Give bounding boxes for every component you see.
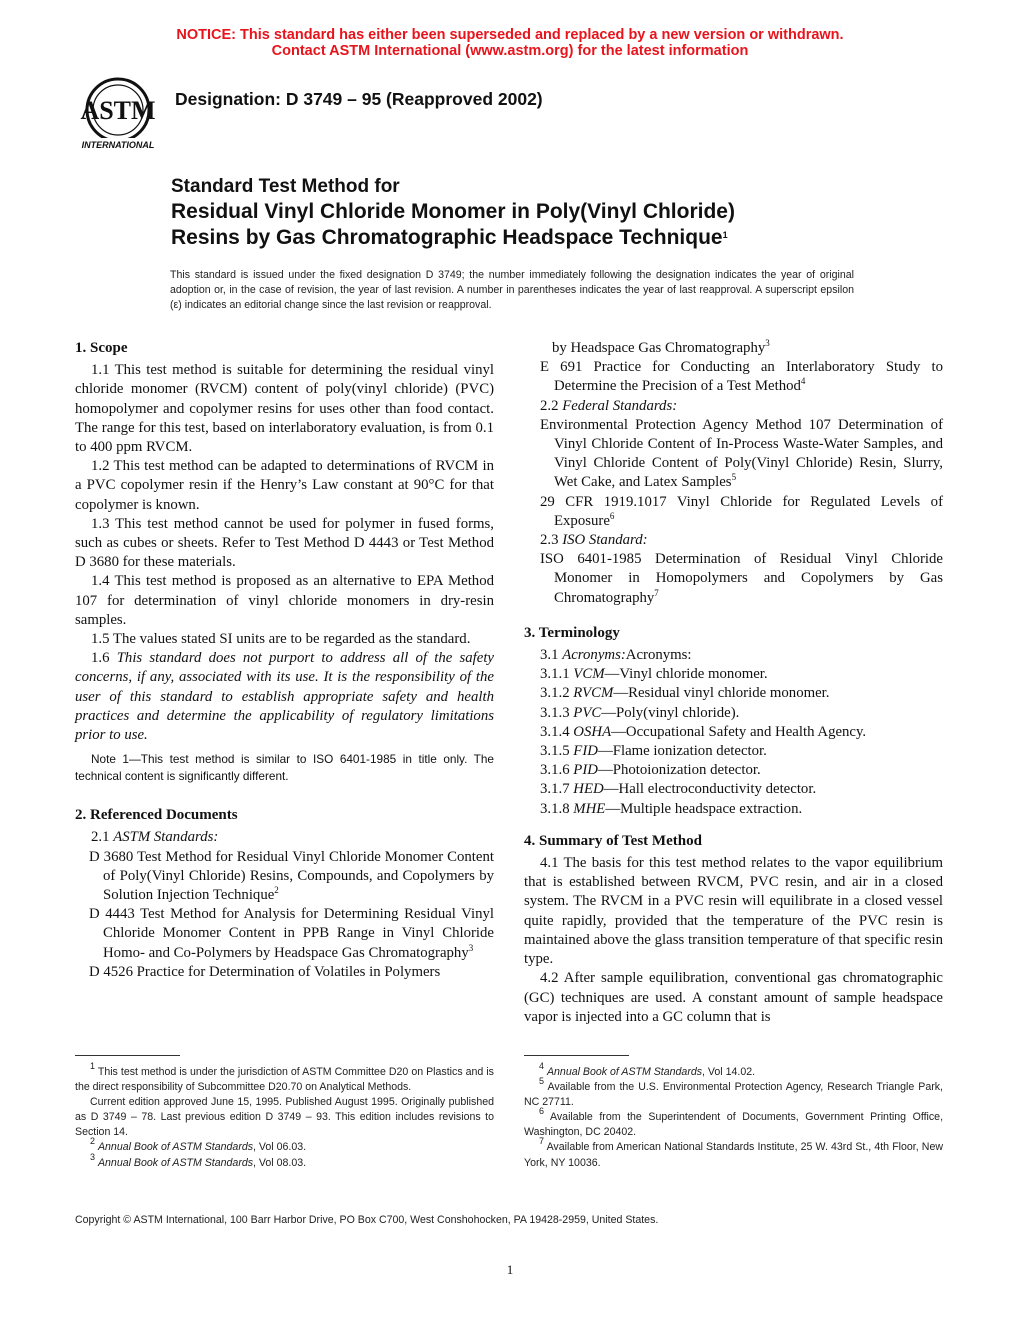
title-line3: Resins by Gas Chromatographic Headspace Technique$^1$: [171, 226, 728, 249]
footnotes-left: [75, 1061, 494, 1171]
reference-d4443: D 4443 Test Method for Analysis for Determining Residual Vinyl Chloride Monomer Content in PPB Range in Vinyl Chloride Homo- and Co-Polymers by Headspace Gas Chromatography$^3$: [89, 906, 494, 961]
footnote-5: $^5$ Available from the U.S. Environmental Protection Agency, Research Triangle Park, NC 27711.: [524, 1076, 943, 1109]
footnote-2: $^2$ Annual Book of ASTM Standards, Vol 06.03.: [90, 1136, 307, 1154]
designation: Designation: D 3749 – 95 (Reapproved 2002): [175, 89, 543, 109]
paragraph-1-1: 1.1 This test method is suitable for determining the residual vinyl chloride monomer (RVCM) content of poly(vinyl chloride) (PVC) homopolymer and copolymer resins for uses other than food contact. The range for this test, based on interlaboratory evaluation, is from 0.1 to 400 ppm RVCM.: [75, 362, 494, 456]
reference-d4526-part2: by Headspace Gas Chromatography$^3$: [552, 338, 770, 356]
withdrawal-notice-line1: NOTICE: This standard has either been superseded and replaced by a new version or withdrawn.: [176, 27, 844, 43]
paragraph-1-2: 1.2 This test method can be adapted to determinations of RVCM in a PVC copolymer resin if the Henry’s Law constant at 90°C for that copolymer is known.: [75, 458, 494, 513]
paragraph-1-6: 1.6 This standard does not purport to address all of the safety concerns, if any, associated with its use. It is the responsibility of the user of this standard to establish appropriate safety and health practices and determine the applicability of regulatory limitations prior to use.: [75, 650, 494, 744]
reference-d4526-part1: D 4526 Practice for Determination of Volatiles in Polymers: [89, 963, 441, 980]
section-4-heading: 4. Summary of Test Method: [524, 832, 702, 849]
reference-iso-6401: ISO 6401-1985 Determination of Residual Vinyl Chloride Monomer in Homopolymers and Copolymers by Gas Chromatography$^7$: [540, 551, 943, 606]
subsection-2-1: 2.1 ASTM Standards:: [91, 829, 219, 846]
reference-d3680: D 3680 Test Method for Residual Vinyl Chloride Monomer Content of Poly(Vinyl Chloride) Resins, Compounds, and Copolymers by Solution Injection Technique$^2$: [89, 848, 494, 904]
title-line2: Residual Vinyl Chloride Monomer in Poly(Vinyl Chloride): [171, 200, 735, 223]
issuance-statement: This standard is issued under the fixed designation D 3749; the number immediately following the designation indicates the year of original adoption or, in the case of revision, the year of last revision. A number in parentheses indicates the year of last reapproval. A superscript epsilon (ε) indicates an editorial change since the last revision or reapproval.: [170, 269, 854, 312]
term-pvc: 3.1.3 PVC—Poly(vinyl chloride).: [540, 704, 740, 721]
subsection-3-1: 3.1 Acronyms:Acronyms:: [540, 647, 692, 664]
footnote-3: $^3$ Annual Book of ASTM Standards, Vol 08.03.: [90, 1151, 307, 1169]
note-1: Note 1—This test method is similar to ISO 6401-1985 in title only. The technical content is significantly different.: [75, 752, 494, 783]
paragraph-1-5: 1.5 The values stated SI units are to be regarded as the standard.: [91, 631, 471, 648]
footnote-4: $^4$ Annual Book of ASTM Standards, Vol 14.02.: [539, 1061, 756, 1078]
copyright-line: Copyright © ASTM International, 100 Barr Harbor Drive, PO Box C700, West Conshohocken, PA 19428-2959, United States.: [75, 1214, 659, 1226]
section-3-heading: 3. Terminology: [524, 624, 620, 641]
title-footnote-ref: 1: [722, 230, 728, 240]
term-rvcm: 3.1.2 RVCM—Residual vinyl chloride monomer.: [540, 685, 830, 702]
astm-logo: [72, 76, 164, 152]
footnote-6: $^6$ Available from the Superintendent of Documents, Government Printing Office, Washington, DC 20402.: [524, 1106, 944, 1139]
left-column: [75, 339, 494, 982]
term-vcm: 3.1.1 VCM—Vinyl chloride monomer.: [540, 666, 768, 683]
term-pid: 3.1.6 PID—Photoionization detector.: [540, 762, 761, 779]
subsection-2-3: 2.3 ISO Standard:: [540, 532, 648, 549]
footnote-7: $^7$ Available from American National Standards Institute, 25 W. 43rd St., 4th Floor, New York, NY 10036.: [524, 1136, 944, 1169]
page-number: 1: [506, 1262, 514, 1277]
paragraph-4-1: 4.1 The basis for this test method relates to the vapor equilibrium that is established between RVCM, PVC resin, and air in a closed system. The RVCM in a PVC resin will equilibrate in a closed vessel quite rapidly, provided that the temperature of the PVC resin is maintained above the glass transition temperature of that specific resin type.: [524, 855, 943, 968]
astm-logo-text: ASTM: [80, 96, 156, 125]
astm-logo-subtext: INTERNATIONAL: [81, 140, 155, 150]
reference-e691: E 691 Practice for Conducting an Interlaboratory Study to Determine the Precision of a Test Method$^4$: [540, 359, 943, 395]
section-2-heading: 2. Referenced Documents: [75, 807, 238, 824]
footnotes-right: [524, 1061, 944, 1171]
subsection-2-2: 2.2 Federal Standards:: [540, 397, 678, 414]
paragraph-1-3: 1.3 This test method cannot be used for polymer in fused forms, such as cubes or sheets. Refer to Test Method D 4443 or Test Method D 3680 for these materials.: [75, 515, 494, 571]
footnote-divider-right: [524, 1055, 629, 1056]
term-mhe: 3.1.8 MHE—Multiple headspace extraction.: [540, 800, 803, 817]
reference-epa-107: Environmental Protection Agency Method 107 Determination of Vinyl Chloride Content of In-Process Waste-Water Samples, and Vinyl Chloride Content of Poly(Vinyl Chloride) Resin, Slurry, Wet Cake, and Latex Samples$^5$: [540, 416, 943, 491]
right-column: [524, 339, 943, 1027]
withdrawal-notice-line2: Contact ASTM International (www.astm.org) for the latest information: [271, 43, 749, 59]
term-fid: 3.1.5 FID—Flame ionization detector.: [540, 743, 767, 760]
paragraph-4-2: 4.2 After sample equilibration, conventional gas chromatographic (GC) techniques are used. A constant amount of sample headspace vapor is injected into a GC column that is: [524, 970, 943, 1025]
footnote-1: $^1$ This test method is under the jurisdiction of ASTM Committee D20 on Plastics and is the direct responsibility of Subcommittee D20.70 on Analytical Methods.: [75, 1061, 494, 1094]
reference-29-cfr: 29 CFR 1919.1017 Vinyl Chloride for Regulated Levels of Exposure$^6$: [540, 493, 943, 529]
section-1-heading: 1. Scope: [75, 340, 128, 356]
paragraph-1-4: 1.4 This test method is proposed as an alternative to EPA Method 107 for determination of vinyl chloride monomers in dry-resin samples.: [75, 573, 494, 628]
title-line1: Standard Test Method for: [171, 176, 400, 197]
term-osha: 3.1.4 OSHA—Occupational Safety and Health Agency.: [540, 723, 867, 740]
title-block: [171, 175, 931, 251]
footnote-divider-left: [75, 1055, 180, 1056]
footnote-1-edition: Current edition approved June 15, 1995. Published August 1995. Originally published as D 3749 – 78. Last previous edition D 3749 – 93. This edition includes revisions to Section 14.: [75, 1096, 494, 1139]
term-hed: 3.1.7 HED—Hall electroconductivity detector.: [540, 781, 817, 798]
